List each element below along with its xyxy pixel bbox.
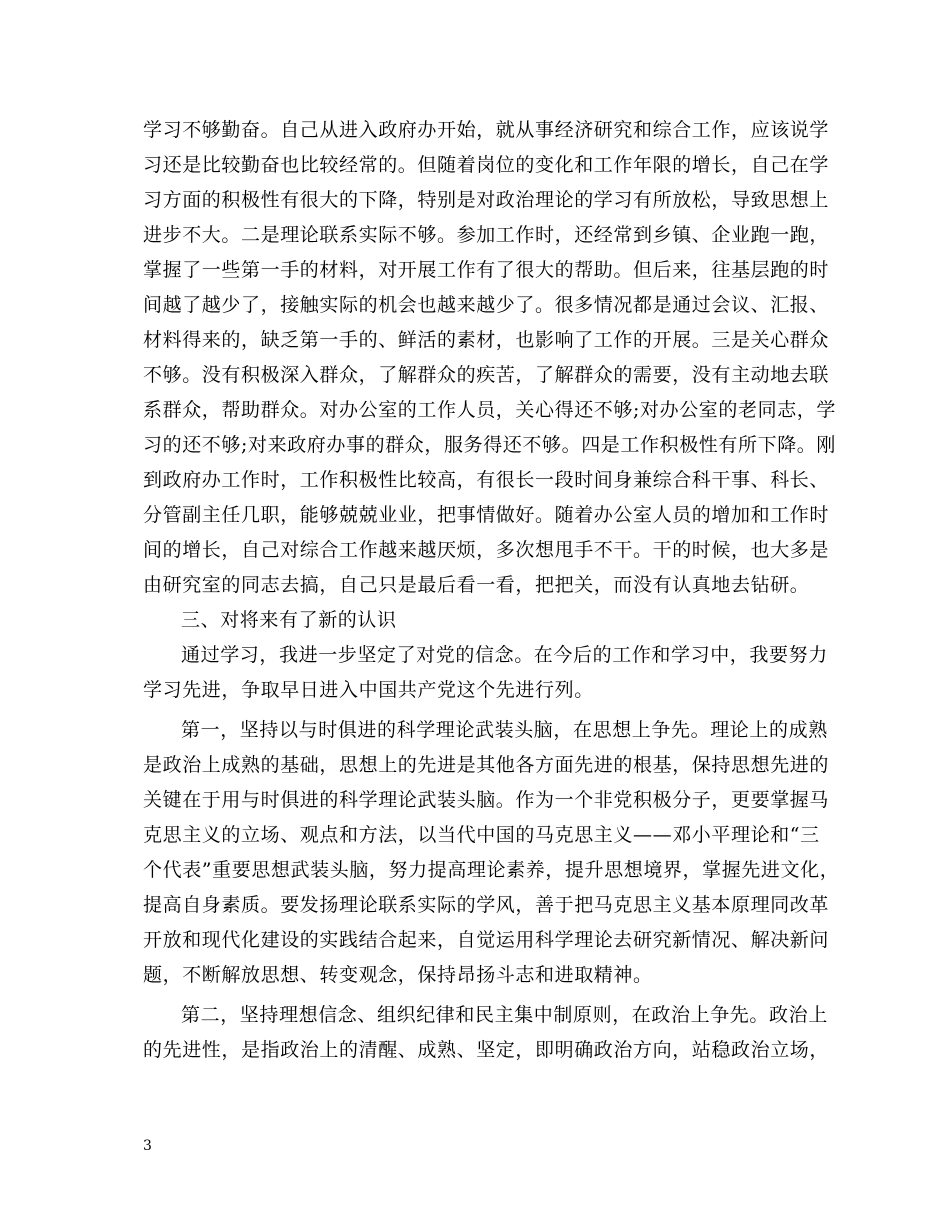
text-line: 第二，坚持理想信念、组织纪律和民主集中制原则，在政治上争先。政治上: [181, 1004, 828, 1026]
text-line: 不够。没有积极深入群众，了解群众的疾苦，了解群众的需要，没有主动地去联: [143, 364, 830, 386]
text-line: 提高自身素质。要发扬理论联系实际的学风，善于把马克思主义基本原理同改革: [143, 894, 830, 916]
text-line: 学习不够勤奋。自己从进入政府办开始，就从事经济研究和综合工作，应该说学: [143, 119, 830, 141]
text-line: 习的还不够;对来政府办事的群众，服务得还不够。四是工作积极性有所下降。刚: [143, 434, 837, 456]
text-line: 习还是比较勤奋也比较经常的。但随着岗位的变化和工作年限的增长，自己在学: [143, 154, 830, 176]
text-line: 系群众，帮助群众。对办公室的工作人员，关心得还不够;对办公室的老同志，学: [143, 399, 837, 421]
text-line: 关键在于用与时俱进的科学理论武装头脑。作为一个非党积极分子，更要掌握马: [143, 789, 830, 811]
text-line: 掌握了一些第一手的材料，对开展工作有了很大的帮助。但后来，往基层跑的时: [143, 259, 830, 281]
text-line: 由研究室的同志去搞，自己只是最后看一看，把把关，而没有认真地去钻研。: [143, 574, 810, 596]
text-line: 题，不断解放思想、转变观念，保持昂扬斗志和进取精神。: [143, 964, 653, 986]
section-heading: 三、对将来有了新的认识: [181, 609, 397, 631]
text-line: 通过学习，我进一步坚定了对党的信念。在今后的工作和学习中，我要努力: [181, 644, 828, 666]
text-line: 个代表”重要思想武装头脑，努力提高理论素养，提升思想境界，掌握先进文化，: [143, 859, 840, 881]
text-line: 材料得来的，缺乏第一手的、鲜活的素材，也影响了工作的开展。三是关心群众: [143, 329, 830, 351]
text-line: 学习先进，争取早日进入中国共产党这个先进行列。: [143, 679, 594, 701]
text-line: 是政治上成熟的基础，思想上的先进是其他各方面先进的根基，保持思想先进的: [143, 754, 830, 776]
text-line: 第一，坚持以与时俱进的科学理论武装头脑，在思想上争先。理论上的成熟: [181, 719, 828, 741]
text-line: 习方面的积极性有很大的下降，特别是对政治理论的学习有所放松，导致思想上: [143, 189, 830, 211]
text-line: 分管副主任几职，能够兢兢业业，把事情做好。随着办公室人员的增加和工作时: [143, 504, 830, 526]
text-line: 到政府办工作时，工作积极性比较高，有很长一段时间身兼综合科干事、科长、: [143, 469, 830, 491]
page-number: 3: [143, 1138, 152, 1154]
text-line: 间越了越少了，接触实际的机会也越来越少了。很多情况都是通过会议、汇报、: [143, 294, 830, 316]
text-line: 进步不大。二是理论联系实际不够。参加工作时，还经常到乡镇、企业跑一跑，: [143, 224, 830, 246]
text-line: 克思主义的立场、观点和方法，以当代中国的马克思主义——邓小平理论和“三: [143, 824, 820, 846]
text-line: 的先进性，是指政治上的清醒、成熟、坚定，即明确政治方向，站稳政治立场，: [143, 1039, 830, 1061]
text-line: 间的增长，自己对综合工作越来越厌烦，多次想甩手不干。干的时候，也大多是: [143, 539, 830, 561]
text-line: 开放和现代化建设的实践结合起来，自觉运用科学理论去研究新情况、解决新问: [143, 929, 830, 951]
